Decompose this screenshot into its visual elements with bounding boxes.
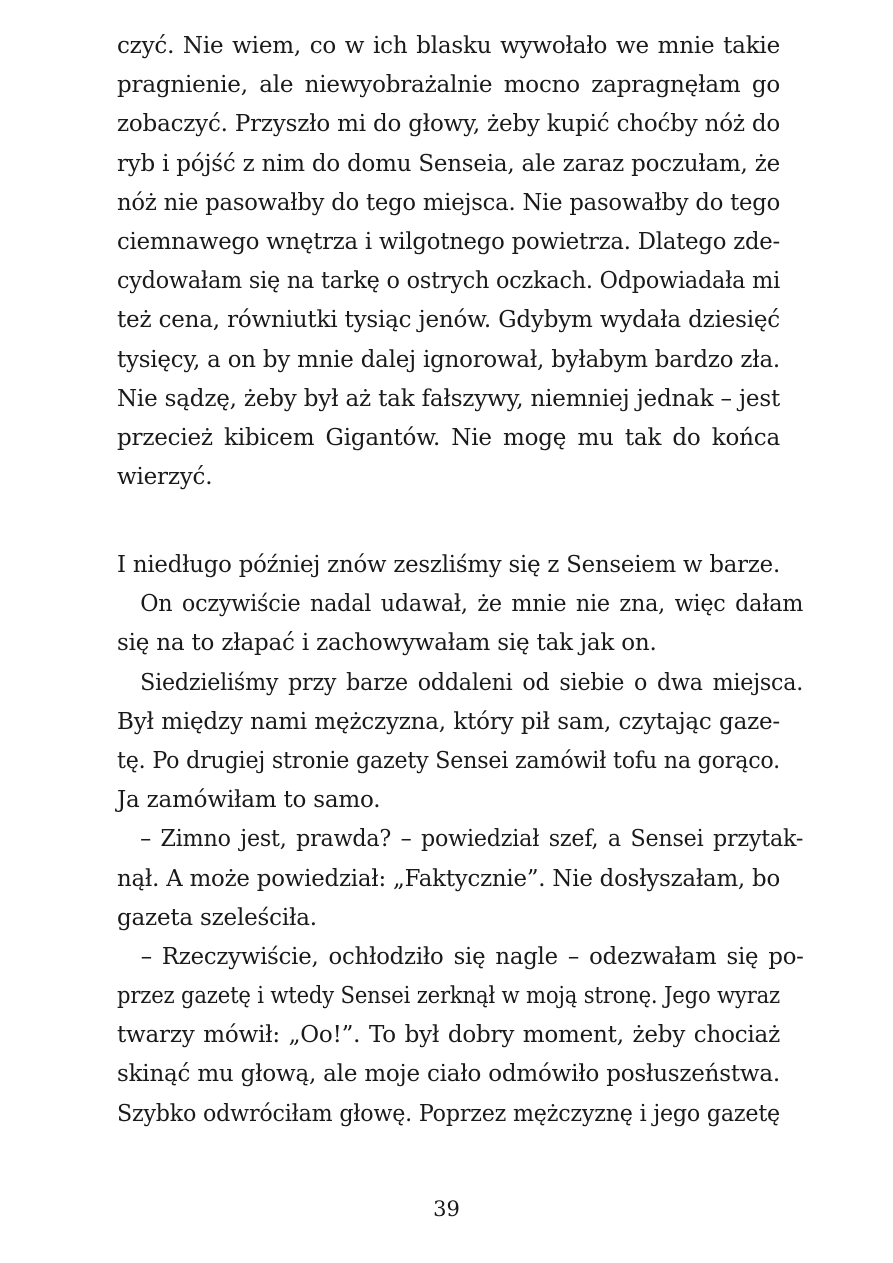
text-line: przecież kibicem Gigantów. Nie mogę mu tak do końca xyxy=(117,424,780,451)
text-line: On oczywiście nadal udawał, że mnie nie zna, więc dałam xyxy=(140,591,804,618)
text-line: zobaczyć. Przyszło mi do głowy, żeby kupić choćby nóż do xyxy=(117,111,781,138)
text-line: Ja zamówiłam to samo. xyxy=(117,787,381,814)
paragraph-2 xyxy=(117,546,780,585)
text-line: tę. Po drugiej stronie gazety Sensei zamówił tofu na gorąco. xyxy=(117,747,781,774)
paragraph-3 xyxy=(117,585,804,663)
text-line: Był między nami mężczyzna, który pił sam, czytając gaze- xyxy=(117,708,780,735)
text-line: przez gazetę i wtedy Sensei zerknął w moją stronę. Jego wyraz xyxy=(117,983,780,1010)
text-line: nął. A może powiedział: „Faktycznie”. Nie dosłyszałam, bo xyxy=(117,865,780,892)
text-line: cydowałam się na tarkę o ostrych oczkach. Odpowiadała mi xyxy=(117,268,781,295)
page-number: 39 xyxy=(433,1197,460,1221)
text-line: czyć. Nie wiem, co w ich blasku wywołało we mnie takie xyxy=(117,33,780,59)
paragraph-1 xyxy=(117,27,780,497)
text-line: wierzyć. xyxy=(117,464,213,491)
text-line: tysięcy, a on by mnie dalej ignorował, byłabym bardzo zła. xyxy=(117,346,780,373)
text-line: ryb i pójść z nim do domu Senseia, ale zaraz poczułam, że xyxy=(117,150,780,177)
text-line: twarzy mówił: „Oo!”. To był dobry moment, żeby chociaż xyxy=(117,1022,780,1049)
text-line: nóż nie pasowałby do tego miejsca. Nie pasowałby do tego xyxy=(117,189,781,216)
text-line: – Rzeczywiście, ochłodziło się nagle – odezwałam się po- xyxy=(140,943,804,970)
text-line: się na to złapać i zachowywałam się tak jak on. xyxy=(117,630,657,657)
text-line: I niedługo później znów zeszliśmy się z Senseiem w barze. xyxy=(117,552,780,578)
section-after-break xyxy=(117,546,804,1134)
text-line: gazeta szeleściła. xyxy=(117,904,317,931)
text-line: Szybko odwróciłam głowę. Poprzez mężczyznę i jego gazetę xyxy=(117,1100,780,1127)
text-line: pragnienie, ale niewyobrażalnie mocno zapragnęłam go xyxy=(117,72,780,99)
paragraph-4 xyxy=(117,664,804,821)
text-line: Siedzieliśmy przy barze oddaleni od siebie o dwa miejsca. xyxy=(140,669,804,696)
text-line: skinąć mu głową, ale moje ciało odmówiło posłuszeństwa. xyxy=(117,1061,780,1088)
paragraph-6 xyxy=(117,938,804,1134)
paragraph-5 xyxy=(117,820,804,938)
text-line: – Zimno jest, prawda? – powiedział szef, a Sensei przytak- xyxy=(140,826,804,853)
text-line: Nie sądzę, żeby był aż tak fałszywy, niemniej jednak – jest xyxy=(117,385,780,412)
text-line: też cena, równiutki tysiąc jenów. Gdybym wydała dziesięć xyxy=(117,307,780,334)
text-line: ciemnawego wnętrza i wilgotnego powietrza. Dlatego zde- xyxy=(117,228,781,255)
